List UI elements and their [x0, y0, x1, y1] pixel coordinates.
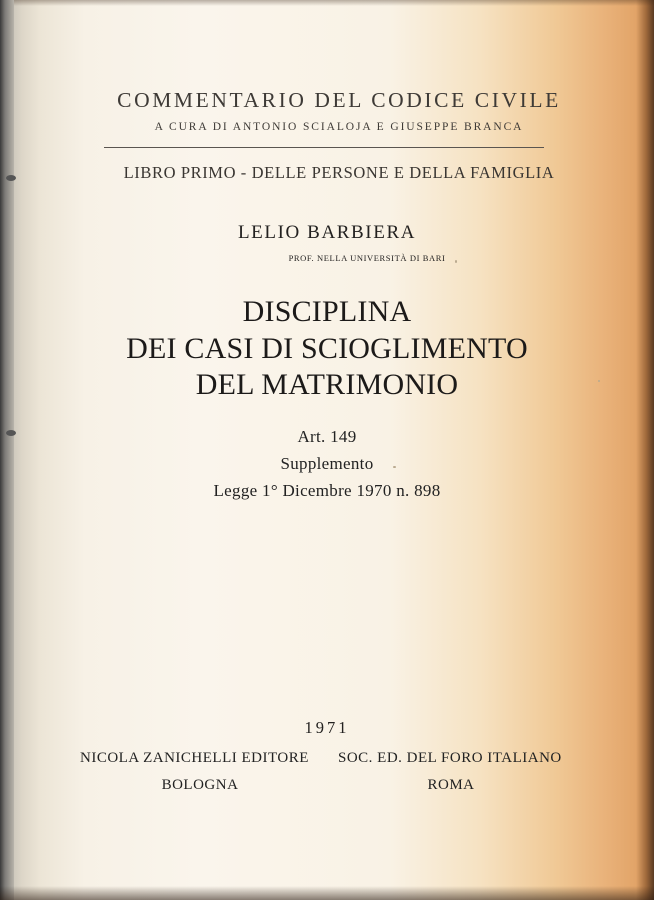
publication-year: 1971: [304, 718, 350, 737]
bottom-edge-shadow: [0, 886, 654, 900]
subtitle-line: Art. 149: [297, 427, 357, 446]
main-title-line: DEI CASI DI SCIOGLIMENTO: [126, 332, 528, 365]
subtitle-line: Supplemento: [280, 454, 374, 473]
top-edge-shadow: [0, 0, 654, 6]
subtitle-line: Legge 1° Dicembre 1970 n. 898: [213, 481, 441, 500]
book-volume-line: LIBRO PRIMO - DELLE PERSONE E DELLA FAMIGLIA: [123, 163, 555, 182]
publisher-name: NICOLA ZANICHELLI EDITORE: [80, 750, 309, 766]
series-title: COMMENTARIO DEL CODICE CIVILE: [117, 88, 561, 112]
publisher-city: ROMA: [427, 777, 475, 793]
header-rule: [104, 147, 544, 148]
author-name: LELIO BARBIERA: [237, 222, 417, 243]
author-affiliation: PROF. NELLA UNIVERSITÀ DI BARI: [288, 253, 446, 263]
paper-speck: [455, 260, 457, 263]
series-editors: A CURA DI ANTONIO SCIALOJA E GIUSEPPE BRANCA: [154, 121, 524, 133]
publisher-city: BOLOGNA: [161, 777, 239, 793]
page-binding-gutter: [0, 0, 14, 900]
paper-speck: [598, 380, 600, 382]
main-title-line: DEL MATRIMONIO: [195, 368, 459, 401]
main-title-line: DISCIPLINA: [242, 295, 412, 328]
paper-speck: [393, 466, 396, 468]
publisher-name: SOC. ED. DEL FORO ITALIANO: [338, 750, 562, 766]
